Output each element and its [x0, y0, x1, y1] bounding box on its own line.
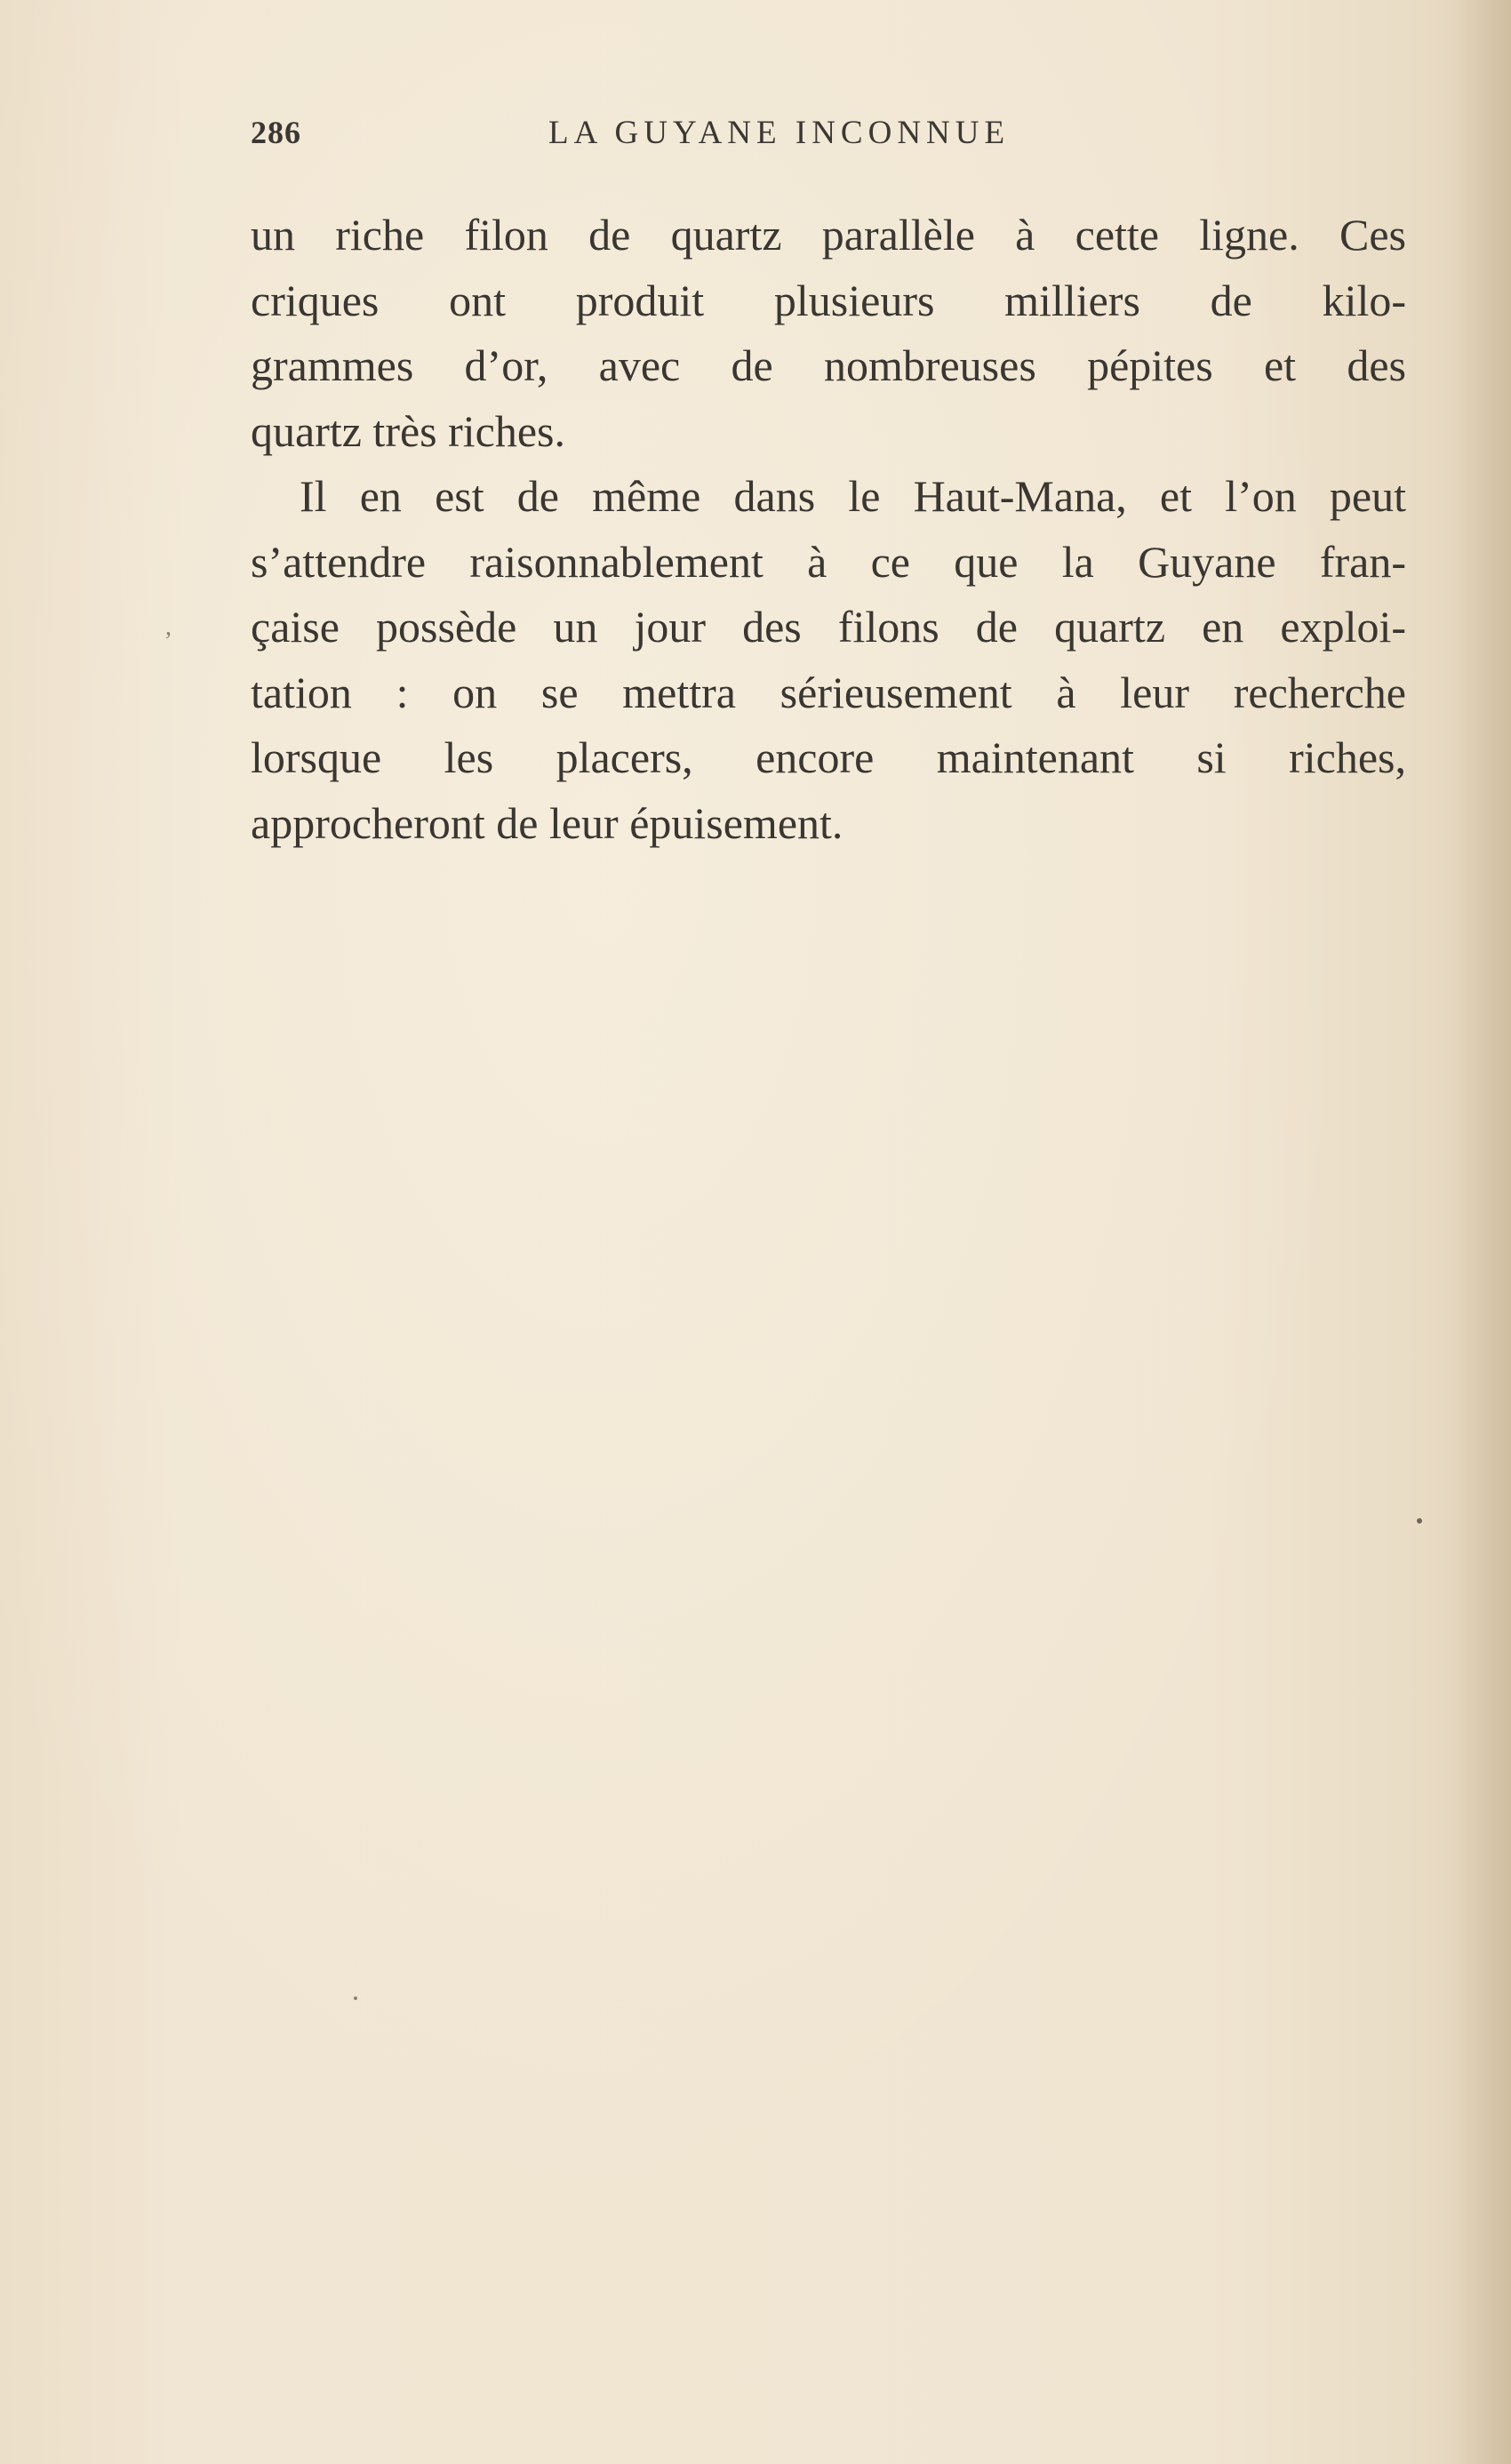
body-text — [251, 203, 1406, 856]
text-line: lorsque les placers, encore maintenant si riches, — [251, 732, 1406, 782]
page-edge-shadow — [1449, 0, 1511, 2464]
text-line: tation : on se mettra sérieusement à leur recherche — [251, 667, 1406, 717]
text-line: un riche filon de quartz parallèle à cette ligne. Ces — [251, 210, 1406, 260]
page-number: 286 — [251, 115, 301, 150]
text-line: s’attendre raisonnablement à ce que la Guyane fran- — [251, 536, 1406, 587]
paper-speck — [1417, 1518, 1422, 1524]
paper-speck — [354, 1996, 357, 2000]
text-line: quartz très riches. — [251, 405, 566, 456]
paragraph-1 — [251, 203, 1406, 464]
text-line: çaise possède un jour des filons de quartz en exploi- — [251, 602, 1406, 652]
paragraph-2 — [251, 464, 1406, 856]
margin-stray-mark: , — [165, 613, 172, 641]
text-line: criques ont produit plusieurs milliers de kilo- — [251, 275, 1406, 325]
running-header — [251, 114, 1104, 167]
text-line: Il en est de même dans le Haut-Mana, et l’on peut — [300, 471, 1406, 521]
text-line: approcheront de leur épuisement. — [251, 797, 843, 848]
running-title: LA GUYANE INCONNUE — [548, 115, 1011, 151]
text-line: grammes d’or, avec de nombreuses pépites et des — [251, 340, 1406, 390]
